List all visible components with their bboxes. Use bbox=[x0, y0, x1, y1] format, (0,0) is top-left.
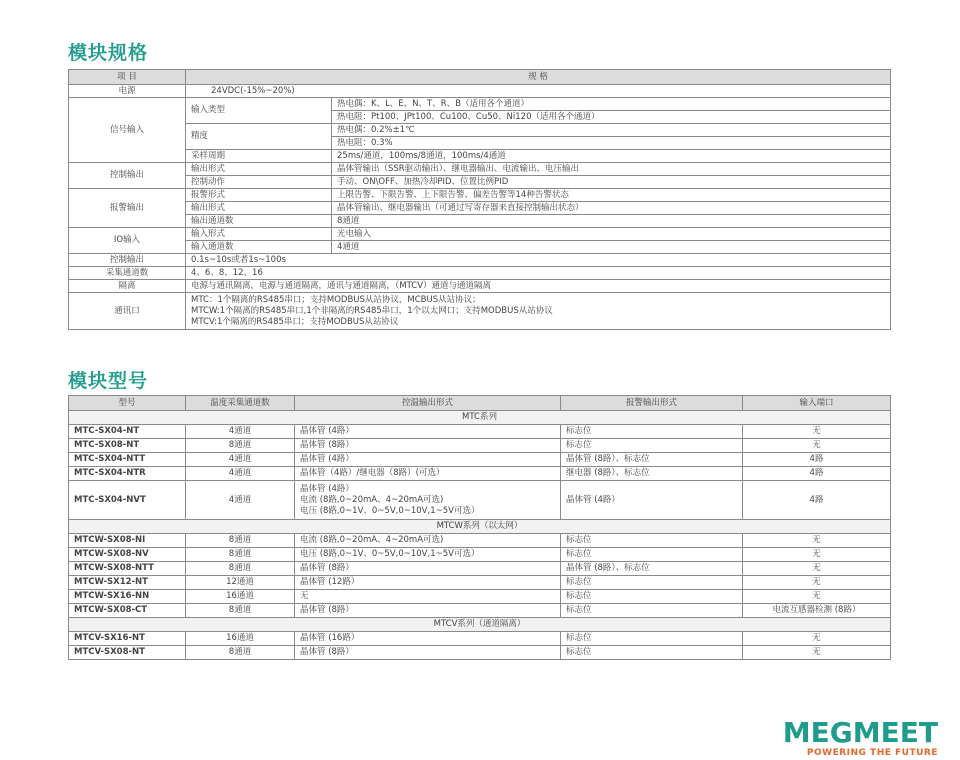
model-name: MTC-SX04-NVT bbox=[69, 481, 186, 520]
table-row bbox=[69, 646, 891, 660]
model-control bbox=[295, 534, 561, 548]
table-row bbox=[69, 548, 891, 562]
accuracy-label: 精度 bbox=[186, 124, 332, 150]
control-line: 电流 (8路,0~20mA、4~20mA可选) bbox=[300, 535, 444, 545]
comm-value bbox=[186, 293, 891, 330]
model-control bbox=[295, 562, 561, 576]
model-channels: 8通道 bbox=[186, 534, 295, 548]
model-alarm: 晶体管 (8路）、标志位 bbox=[561, 453, 743, 467]
model-alarm: 标志位 bbox=[561, 632, 743, 646]
model-alarm: 标志位 bbox=[561, 646, 743, 660]
model-alarm: 标志位 bbox=[561, 425, 743, 439]
model-alarm: 标志位 bbox=[561, 590, 743, 604]
table-row bbox=[69, 534, 891, 548]
model-control bbox=[295, 467, 561, 481]
control-line: 晶体管 (8路） bbox=[300, 563, 354, 573]
model-channels: 8通道 bbox=[186, 548, 295, 562]
comm-line: MTCV:1个隔离的RS485串口；支持MODBUS从站协议 bbox=[191, 316, 399, 327]
model-input: 无 bbox=[743, 534, 891, 548]
model-channels: 4通道 bbox=[186, 467, 295, 481]
control-line: 晶体管（4路）/继电器（8路）(可选） bbox=[300, 468, 445, 478]
models-header: 型号 bbox=[69, 396, 186, 411]
table-row bbox=[69, 467, 891, 481]
control-line: 电流 (8路,0~20mA、4~20mA可选) bbox=[300, 494, 444, 505]
io-input-label: IO输入 bbox=[69, 228, 186, 254]
model-input: 无 bbox=[743, 425, 891, 439]
model-channels: 4通道 bbox=[186, 453, 295, 467]
alarm-output-form-label: 输出形式 bbox=[186, 202, 332, 215]
model-channels: 4通道 bbox=[186, 425, 295, 439]
model-name: MTCW-SX08-NV bbox=[69, 548, 186, 562]
series-row bbox=[69, 618, 891, 632]
isolation-value: 电源与通讯隔离，电源与通道隔离，通讯与通道隔离，（MTCV）通道与通道隔离 bbox=[186, 280, 891, 293]
model-control bbox=[295, 646, 561, 660]
control-output-label: 控制输出 bbox=[69, 163, 186, 189]
model-channels: 8通道 bbox=[186, 439, 295, 453]
models-header: 输入端口 bbox=[743, 396, 891, 411]
models-body bbox=[69, 411, 891, 660]
io-form-value: 光电输入 bbox=[332, 228, 891, 241]
alarm-output-label: 报警输出 bbox=[69, 189, 186, 228]
model-input: 无 bbox=[743, 548, 891, 562]
series-label: MTCV系列（通道隔离） bbox=[69, 618, 891, 632]
model-alarm: 晶体管 (8路）、标志位 bbox=[561, 562, 743, 576]
model-channels: 16通道 bbox=[186, 632, 295, 646]
model-alarm: 标志位 bbox=[561, 439, 743, 453]
control-output2-value: 0.1s~10s或者1s~100s bbox=[186, 254, 891, 267]
alarm-channels-value: 8通道 bbox=[332, 215, 891, 228]
alarm-form-value: 上限告警、下限告警、上下限告警、偏差告警等14种告警状态 bbox=[332, 189, 891, 202]
model-name: MTC-SX04-NT bbox=[69, 425, 186, 439]
table-row bbox=[69, 453, 891, 467]
model-control bbox=[295, 590, 561, 604]
table-row bbox=[69, 439, 891, 453]
series-row bbox=[69, 520, 891, 534]
series-label: MTC系列 bbox=[69, 411, 891, 425]
model-name: MTCW-SX16-NN bbox=[69, 590, 186, 604]
channels-value: 4、6、8、12、16 bbox=[186, 267, 891, 280]
model-channels: 4通道 bbox=[186, 481, 295, 520]
table-row bbox=[69, 576, 891, 590]
model-input: 无 bbox=[743, 576, 891, 590]
model-channels: 8通道 bbox=[186, 646, 295, 660]
comm-line: MTCW:1个隔离的RS485串口,1个非隔离的RS485串口，1个以太网口；支持MODBUS从站协议 bbox=[191, 305, 553, 316]
model-name: MTCW-SX08-CT bbox=[69, 604, 186, 618]
model-control bbox=[295, 548, 561, 562]
sampling-label: 采样周期 bbox=[186, 150, 332, 163]
spec-header-spec: 规 格 bbox=[186, 70, 891, 85]
accuracy-value-2: 热电阻：0.3% bbox=[332, 137, 891, 150]
model-channels: 16通道 bbox=[186, 590, 295, 604]
alarm-form-label: 报警形式 bbox=[186, 189, 332, 202]
model-control bbox=[295, 604, 561, 618]
model-name: MTC-SX04-NTR bbox=[69, 467, 186, 481]
alarm-channels-label: 输出通道数 bbox=[186, 215, 332, 228]
model-control bbox=[295, 632, 561, 646]
table-row bbox=[69, 590, 891, 604]
spec-title: 模块规格 bbox=[68, 42, 149, 64]
models-header: 控温输出形式 bbox=[295, 396, 561, 411]
model-alarm: 标志位 bbox=[561, 548, 743, 562]
power-label: 电源 bbox=[69, 85, 186, 98]
model-input: 电流互感器检测 (8路） bbox=[743, 604, 891, 618]
power-value: 24VDC(-15%~20%) bbox=[186, 85, 891, 98]
input-type-value-1: 热电偶：K、L、E、N、T、R、B（适用各个通道） bbox=[332, 98, 891, 111]
logo-tagline: POWERING THE FUTURE bbox=[806, 748, 938, 758]
model-control bbox=[295, 453, 561, 467]
table-row bbox=[69, 481, 891, 520]
control-line: 晶体管 (4路） bbox=[300, 426, 354, 436]
model-alarm: 标志位 bbox=[561, 534, 743, 548]
table-row bbox=[69, 604, 891, 618]
model-alarm: 晶体管 (4路） bbox=[561, 481, 743, 520]
control-form-value: 晶体管输出（SSR驱动输出）、继电器输出、电流输出、电压输出 bbox=[332, 163, 891, 176]
control-output2-label: 控制输出 bbox=[69, 254, 186, 267]
control-line: 晶体管 (4路） bbox=[300, 454, 354, 464]
model-channels: 12通道 bbox=[186, 576, 295, 590]
model-input: 无 bbox=[743, 562, 891, 576]
spec-table bbox=[68, 69, 891, 330]
model-input: 无 bbox=[743, 632, 891, 646]
model-name: MTC-SX08-NT bbox=[69, 439, 186, 453]
accuracy-value-1: 热电偶：0.2%±1℃ bbox=[332, 124, 891, 137]
model-name: MTCW-SX12-NT bbox=[69, 576, 186, 590]
model-alarm: 标志位 bbox=[561, 576, 743, 590]
control-action-label: 控制动作 bbox=[186, 176, 332, 189]
model-name: MTCW-SX08-NTT bbox=[69, 562, 186, 576]
sampling-value: 25ms/通道，100ms/8通道，100ms/4通道 bbox=[332, 150, 891, 163]
input-type-value-2: 热电阻：Pt100、JPt100、Cu100、Cu50、Ni120（适用各个通道） bbox=[332, 111, 891, 124]
io-channels-value: 4通道 bbox=[332, 241, 891, 254]
model-name: MTCV-SX08-NT bbox=[69, 646, 186, 660]
control-line: 电压 (8路,0~1V、0~5V,0~10V,1~5V可选） bbox=[300, 505, 480, 516]
model-control bbox=[295, 425, 561, 439]
model-channels: 8通道 bbox=[186, 562, 295, 576]
model-input: 4路 bbox=[743, 467, 891, 481]
model-alarm: 标志位 bbox=[561, 604, 743, 618]
table-row bbox=[69, 632, 891, 646]
spec-header-item: 项 目 bbox=[69, 70, 186, 85]
control-line: 晶体管 (16路） bbox=[300, 633, 360, 643]
model-name: MTCW-SX08-NI bbox=[69, 534, 186, 548]
series-row bbox=[69, 411, 891, 425]
models-header: 温度采集通道数 bbox=[186, 396, 295, 411]
model-input: 无 bbox=[743, 590, 891, 604]
control-action-value: 手动、ON\OFF、加热冷却PID、位置比例PID bbox=[332, 176, 891, 189]
comm-label: 通讯口 bbox=[69, 293, 186, 330]
io-channels-label: 输入通道数 bbox=[186, 241, 332, 254]
model-name: MTC-SX04-NTT bbox=[69, 453, 186, 467]
models-header: 报警输出形式 bbox=[561, 396, 743, 411]
control-line: 电压 (8路,0~1V、0~5V,0~10V,1~5V可选） bbox=[300, 549, 480, 559]
channels-label: 采集通道数 bbox=[69, 267, 186, 280]
model-control bbox=[295, 439, 561, 453]
control-line: 晶体管 (8路） bbox=[300, 440, 354, 450]
model-name: MTCV-SX16-NT bbox=[69, 632, 186, 646]
isolation-label: 隔离 bbox=[69, 280, 186, 293]
megmeet-logo bbox=[783, 718, 938, 758]
control-line: 晶体管 (4路） bbox=[300, 483, 354, 494]
signal-input-label: 信号输入 bbox=[69, 98, 186, 163]
comm-line: MTC：1个隔离的RS485串口；支持MODBUS从站协议，MCBUS从站协议； bbox=[191, 294, 481, 305]
logo-brand: MEGMEET bbox=[782, 716, 938, 749]
model-input: 无 bbox=[743, 439, 891, 453]
alarm-output-form-value: 晶体管输出、继电器输出（可通过写寄存器来直接控制输出状态） bbox=[332, 202, 891, 215]
model-input: 4路 bbox=[743, 453, 891, 467]
model-input: 无 bbox=[743, 646, 891, 660]
control-line: 晶体管 (12路） bbox=[300, 577, 360, 587]
model-control bbox=[295, 576, 561, 590]
control-form-label: 输出形式 bbox=[186, 163, 332, 176]
model-alarm: 继电器 (8路）、标志位 bbox=[561, 467, 743, 481]
models-table bbox=[68, 395, 891, 660]
model-channels: 8通道 bbox=[186, 604, 295, 618]
io-form-label: 输入形式 bbox=[186, 228, 332, 241]
table-row bbox=[69, 425, 891, 439]
control-line: 晶体管 (8路） bbox=[300, 647, 354, 657]
series-label: MTCW系列（以太网） bbox=[69, 520, 891, 534]
model-input: 4路 bbox=[743, 481, 891, 520]
control-line: 晶体管 (8路） bbox=[300, 605, 354, 615]
control-line: 无 bbox=[300, 591, 309, 601]
model-control bbox=[295, 481, 561, 520]
table-row bbox=[69, 562, 891, 576]
models-title: 模块型号 bbox=[68, 370, 149, 392]
input-type-label: 输入类型 bbox=[186, 98, 332, 124]
